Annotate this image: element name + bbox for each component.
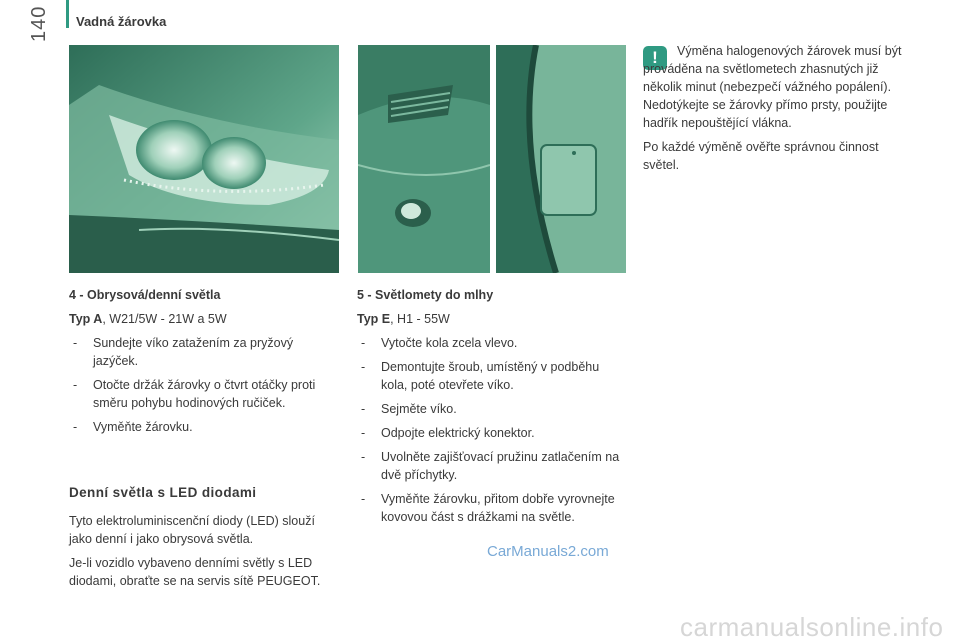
list-item: - Vyměňte žárovku, přitom dobře vyrovnejte kovovou část s drážkami na světle. [357,490,629,526]
page-number: 140 [28,5,50,42]
right-column [643,42,911,180]
footer-watermark: carmanualsonline.info [680,612,944,642]
headlamp-illustration [69,45,339,273]
list-item: - Vytočte kola zcela vlevo. [357,334,629,352]
fog-lamp-illustration [358,45,490,273]
middle-column [357,286,629,532]
warning-paragraph: Po každé výměně ověřte správnou činnost světel. [643,140,879,172]
mlhovky-type [357,310,629,328]
warning-paragraph: Výměna halogenových žárovek musí být prováděna na světlometech zhasnutých již několik minut (nebezpečí vážného popálení). Nedotýkejte se žárovky přímo prsty, použijte hadřík nepouštějící vlákna. [643,44,902,130]
obrysova-heading: 4 - Obrysová/denní světla [69,288,221,302]
section-title: Vadná žárovka [76,14,167,29]
led-paragraph: Tyto elektroluminiscenční diody (LED) slouží jako denní i jako obrysová světla. [69,514,315,546]
mlhovky-steps [357,334,629,526]
obrysova-steps [69,334,341,436]
list-item: - Sundejte víko zatažením za pryžový jazýček. [69,334,341,370]
mlhovky-type-label: Typ E [357,312,391,326]
list-item: - Uvolněte zajišťovací pružinu zatlačením na dvě příchytky. [357,448,629,484]
carmanuals-watermark: CarManuals2.com [487,543,609,560]
wheel-arch-illustration [496,45,626,273]
led-paragraph: Je-li vozidlo vybaveno denními světly s LED diodami, obraťte se na servis sítě PEUGEOT. [69,556,321,588]
left-column [69,286,341,596]
section-side-bar [66,0,69,28]
obrysova-type [69,310,341,328]
list-item: - Demontujte šroub, umístěný v podběhu kola, poté otevřete víko. [357,358,629,394]
list-item: - Otočte držák žárovky o čtvrt otáčky proti směru pohybu hodinových ručiček. [69,376,341,412]
list-item: - Odpojte elektrický konektor. [357,424,629,442]
mlhovky-type-value: , H1 - 55W [390,312,450,326]
led-subheading: Denní světla s LED diodami [69,485,257,500]
list-item: - Vyměňte žárovku. [69,418,341,436]
obrysova-type-label: Typ A [69,312,103,326]
obrysova-type-value: , W21/5W - 21W a 5W [102,312,227,326]
list-item: - Sejměte víko. [357,400,629,418]
mlhovky-heading: 5 - Světlomety do mlhy [357,288,494,302]
warning-icon: ! [643,46,667,70]
